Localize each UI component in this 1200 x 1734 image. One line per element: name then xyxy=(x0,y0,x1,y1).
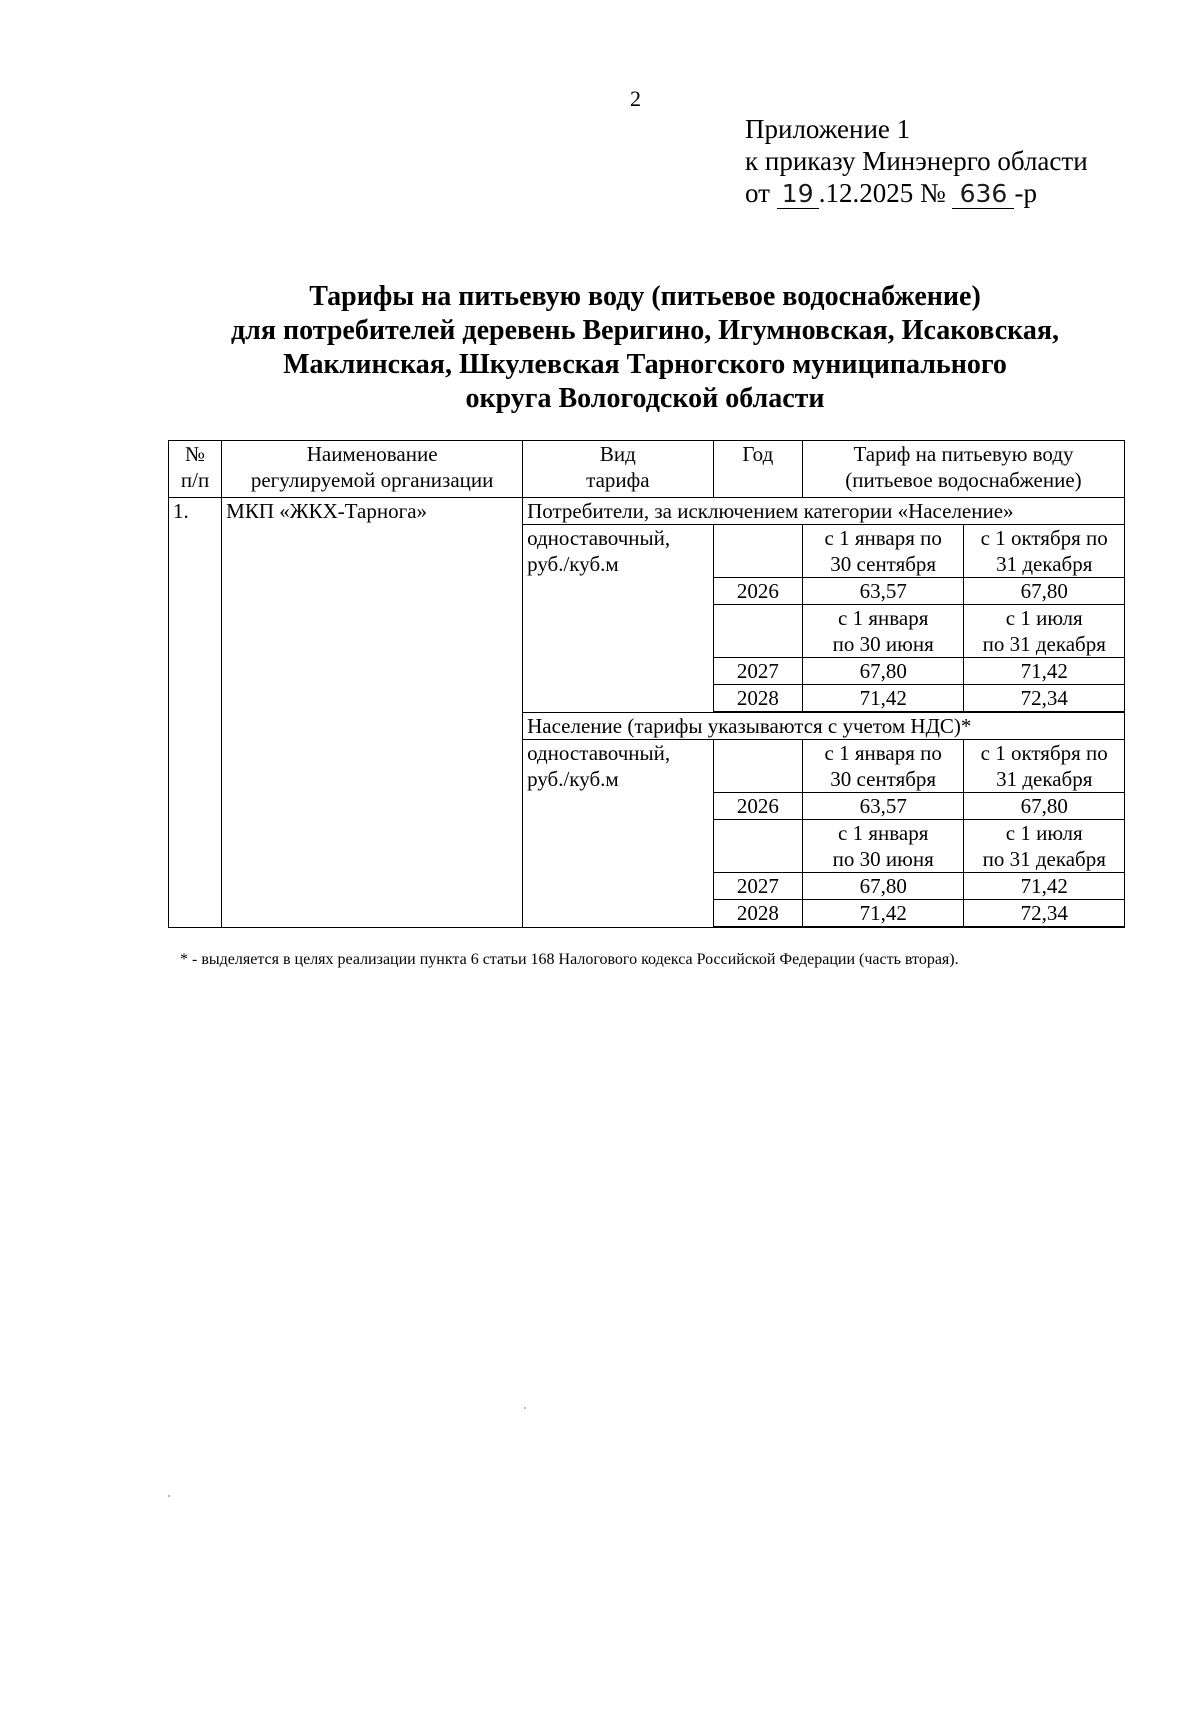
table-row xyxy=(169,498,1125,525)
tariff-value: 71,42 xyxy=(802,900,964,927)
tariff-value: 63,57 xyxy=(802,578,964,605)
appendix-title: Приложение 1 xyxy=(745,114,911,144)
tariff-value: 67,80 xyxy=(802,658,964,685)
organization-name: МКП «ЖКХ-Тарнога» xyxy=(222,498,523,928)
handwritten-day: 19 xyxy=(777,180,819,209)
footnote: * - выделяется в целях реализации пункта 6 статьи 168 Налогового кодекса Российской Федерации (часть вторая). xyxy=(180,951,959,968)
period-1: с 1 января по 30 сентября xyxy=(802,525,964,578)
period-2: с 1 июля по 31 декабря xyxy=(964,820,1125,873)
tariff-value: 71,42 xyxy=(964,658,1125,685)
header-type: Вид тарифа xyxy=(523,441,714,498)
table-header-row xyxy=(169,441,1125,498)
tariff-type: одноставочный, руб./куб.м xyxy=(523,525,714,713)
title-line-1: Тарифы на питьевую воду (питьевое водоснабжение) xyxy=(309,281,981,312)
period-1: с 1 января по 30 июня xyxy=(802,605,964,658)
row-number: 1. xyxy=(169,498,222,928)
title-line-2: для потребителей деревень Веригино, Игумновская, Исаковская, xyxy=(230,315,1060,346)
header-num: № п/п xyxy=(169,441,222,498)
header-tariff: Тариф на питьевую воду (питьевое водоснабжение) xyxy=(802,441,1124,498)
period-2: с 1 июля по 31 декабря xyxy=(964,605,1125,658)
appendix-order-ref: к приказу Минэнерго области xyxy=(745,146,1088,176)
tariff-table xyxy=(168,440,1125,928)
year-value: 2027 xyxy=(713,873,802,900)
tariff-value: 72,34 xyxy=(964,685,1125,712)
scan-speck xyxy=(524,1407,526,1409)
year-value: 2026 xyxy=(713,793,802,820)
year-cell-empty xyxy=(713,605,802,658)
appendix-date-line xyxy=(745,177,1088,209)
year-cell-empty xyxy=(713,740,802,793)
tariff-value: 71,42 xyxy=(802,685,964,712)
year-value: 2028 xyxy=(713,900,802,927)
period-1: с 1 января по 30 сентября xyxy=(802,740,964,793)
date-rest: .12.2025 № xyxy=(818,178,946,208)
tariff-value: 63,57 xyxy=(802,793,964,820)
tariff-value: 67,80 xyxy=(802,873,964,900)
spacer-cell xyxy=(713,927,1124,928)
category-label: Население (тарифы указываются с учетом НДС)* xyxy=(523,713,1125,740)
year-value: 2028 xyxy=(713,685,802,712)
scan-speck xyxy=(168,1495,170,1497)
page-number: 2 xyxy=(630,86,641,111)
handwritten-order-number: 636 xyxy=(952,180,1014,209)
date-prefix: от xyxy=(745,178,770,208)
year-cell-empty xyxy=(713,525,802,578)
tariff-value: 71,42 xyxy=(964,873,1125,900)
category-label: Потребители, за исключением категории «Население» xyxy=(523,498,1125,525)
period-1: с 1 января по 30 июня xyxy=(802,820,964,873)
year-cell-empty xyxy=(713,820,802,873)
tariff-value: 67,80 xyxy=(964,578,1125,605)
title-line-4: округа Вологодской области xyxy=(465,383,825,414)
tariff-value: 67,80 xyxy=(964,793,1125,820)
header-org: Наименование регулируемой организации xyxy=(222,441,523,498)
appendix-block xyxy=(745,113,1088,209)
year-value: 2027 xyxy=(713,658,802,685)
order-suffix: -р xyxy=(1014,178,1037,208)
header-year: Год xyxy=(713,441,802,498)
title-line-3: Маклинская, Шкулевская Тарногского муниципального xyxy=(283,349,1007,380)
document-title xyxy=(0,280,1200,416)
tariff-value: 72,34 xyxy=(964,900,1125,927)
period-2: с 1 октября по 31 декабря xyxy=(964,740,1125,793)
tariff-type: одноставочный, руб./куб.м xyxy=(523,740,714,928)
year-value: 2026 xyxy=(713,578,802,605)
period-2: с 1 октября по 31 декабря xyxy=(964,525,1125,578)
